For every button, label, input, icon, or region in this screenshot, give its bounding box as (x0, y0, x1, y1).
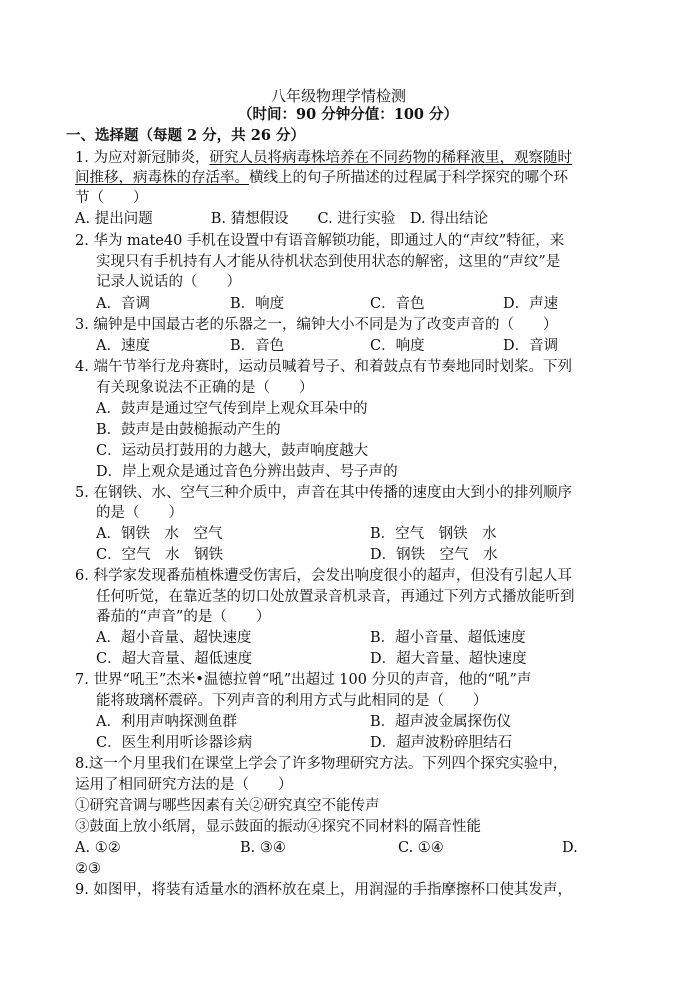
q7-option-d: D．超声波粉碎胆结石 (370, 735, 513, 751)
q3-line1: 3. 编钟是中国最古老的乐器之一，编钟大小不同是为了改变声音的（ ） (75, 317, 558, 333)
q6-option-d: D．超大音量、超快速度 (370, 651, 527, 667)
q3-option-d: D．音调 (503, 338, 559, 354)
q4-option-b: B．鼓声是由鼓槌振动产生的 (96, 422, 281, 438)
q1-line2 (75, 168, 568, 188)
q6-line2: 任何听觉，在靠近茎的切口处放置录音机录音，再通过下列方式播放能听到 (96, 589, 575, 605)
q7-option-b: B．超声波金属探伤仪 (370, 714, 512, 730)
q7-line1: 7. 世界“吼王”杰米•温德拉曾“吼”出超过 100 分贝的声音，他的“吼”声 (75, 672, 532, 688)
q4-option-d: D．岸上观众是通过音色分辨出鼓声、号子声的 (96, 464, 398, 480)
q2-option-d: D．声速 (503, 296, 559, 312)
q8-line2: 运用了相同研究方法的是（ ） (75, 777, 293, 793)
q2-line1: 2. 华为 mate40 手机在设置中有语音解锁功能，即通过人的“声纹”特征，来 (75, 233, 565, 249)
q1-line1 (75, 148, 572, 168)
q2-line3: 记录人说话的（ ） (96, 274, 241, 290)
exam-subtitle: （时间：90 分钟分值：100 分） (238, 106, 459, 123)
q5-option-c: C．空气 水 钢铁 (96, 547, 224, 563)
q5-option-b: B．空气 钢铁 水 (370, 526, 497, 542)
q7-line2: 能将玻璃杯震碎。下列声音的利用方式与此相同的是（ ） (96, 693, 488, 709)
q8-option-d-content: ②③ (75, 861, 101, 877)
q2-option-a: A．音调 (96, 296, 150, 312)
q2-option-b: B．响度 (230, 296, 285, 312)
q1-underlined-text-2: 间推移，病毒株的存活率。 (75, 170, 249, 186)
q8-line1: 8.这一个月里我们在课堂上学会了许多物理研究方法。下列四个探究实验中， (75, 756, 568, 772)
q8-line3: ①研究音调与哪些因素有关②研究真空不能传声 (75, 798, 380, 814)
q8-option-a: A. ①② (75, 840, 121, 856)
q5-option-d: D．钢铁 空气 水 (370, 547, 498, 563)
q5-option-a: A．钢铁 水 空气 (96, 526, 223, 542)
q4-line2: 有关现象说法不正确的是（ ） (96, 380, 314, 396)
q6-line1: 6. 科学家发现番茄植株遭受伤害后，会发出响度很小的超声，但没有引起人耳 (75, 568, 572, 584)
q1-options: A. 提出问题 B. 猜想假设 C. 进行实验 D. 得出结论 (75, 211, 489, 227)
q8-option-c: C. ①④ (398, 840, 444, 856)
q3-option-c: C．响度 (370, 338, 425, 354)
q2-option-c: C．音色 (370, 296, 425, 312)
q8-option-d: D. (562, 840, 578, 856)
q5-line1: 5. 在钢铁、水、空气三种介质中，声音在其中传播的速度由大到小的排列顺序 (75, 485, 572, 501)
q1-line2-rest: 横线上的句子所描述的过程属于科学探究的哪个环 (249, 170, 568, 186)
exam-title: 八年级物理学情检测 (271, 87, 407, 105)
q5-line2: 的是（ ） (96, 505, 183, 521)
q9-line1: 9. 如图甲，将装有适量水的酒杯放在桌上，用润湿的手指摩擦杯口使其发声， (75, 882, 572, 898)
q6-option-a: A．超小音量、超快速度 (96, 630, 252, 646)
q6-line3: 番茄的“声音”的是（ ） (96, 609, 271, 625)
section-heading: 一、选择题（每题 2 分，共 26 分） (66, 127, 305, 144)
q4-option-c: C．运动员打鼓用的力越大，鼓声响度越大 (96, 443, 369, 459)
q1-line3: 节（ ） (75, 190, 148, 206)
q8-line4: ③鼓面上放小纸屑，显示鼓面的振动④探究不同材料的隔音性能 (75, 819, 481, 835)
q8-option-b: B. ③④ (240, 840, 286, 856)
q1-underlined-text: 研究人员将病毒株培养在不同药物的稀释液里，观察随时 (209, 150, 572, 166)
q6-option-c: C．超大音量、超低速度 (96, 651, 253, 667)
q7-option-a: A．利用声呐探测鱼群 (96, 714, 237, 730)
q6-option-b: B．超小音量、超低速度 (370, 630, 526, 646)
q4-option-a: A．鼓声是通过空气传到岸上观众耳朵中的 (96, 401, 368, 417)
q1-prefix: 1. 为应对新冠肺炎， (75, 150, 210, 166)
q3-option-a: A．速度 (96, 338, 150, 354)
q2-line2: 实现只有手机持有人才能从待机状态到使用状态的解密，这里的“声纹”是 (96, 254, 561, 270)
q4-line1: 4. 端午节举行龙舟赛时，运动员喊着号子、和着鼓点有节奏地同时划桨。下列 (75, 359, 572, 375)
q3-option-b: B．音色 (230, 338, 285, 354)
q7-option-c: C．医生利用听诊器诊病 (96, 735, 253, 751)
